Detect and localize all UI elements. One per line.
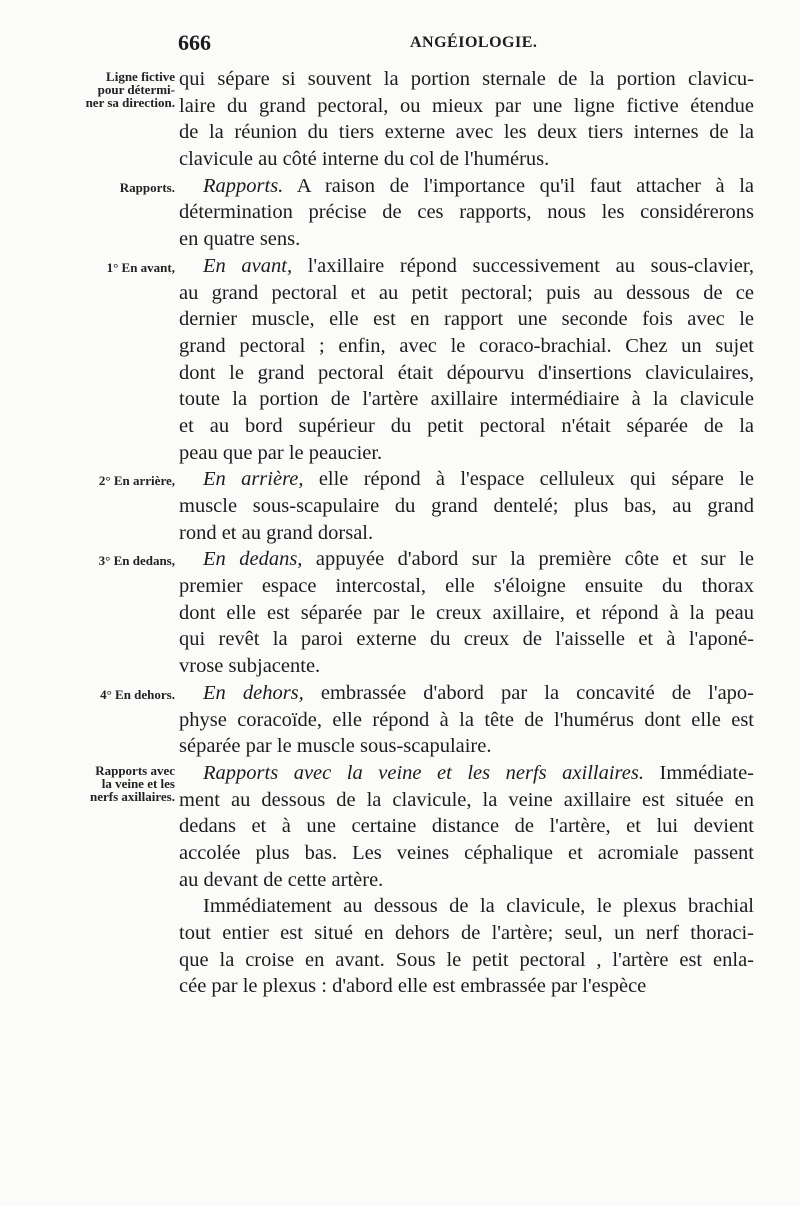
paragraph bbox=[0, 66, 800, 173]
running-title: ANGÉIOLOGIE. bbox=[410, 34, 538, 51]
text-line: séparée par le muscle sous-scapulaire. bbox=[179, 735, 492, 758]
text-line-rest: embrassée d'abord par la concavité de l'apo- bbox=[303, 681, 754, 704]
paragraph bbox=[0, 253, 800, 467]
text-line: grand pectoral ; enfin, avec le coraco-brachial. Chez un sujet bbox=[179, 334, 754, 357]
text-line: de la réunion du tiers externe avec les deux tiers internes de la bbox=[179, 121, 754, 144]
paragraph-lead: Rapports. bbox=[203, 174, 284, 197]
text-line: muscle sous-scapulaire du grand dentelé; plus bas, au grand bbox=[179, 495, 754, 517]
paragraph bbox=[0, 466, 800, 546]
text-line bbox=[179, 760, 754, 787]
text-line-rest: Immédiate- bbox=[643, 761, 754, 784]
text-line: que la croise en avant. Sous le petit pectoral , l'artère est enla- bbox=[179, 948, 754, 971]
paragraph-lead: En arrière, bbox=[203, 468, 304, 491]
margin-note-line: 1° En avant, bbox=[106, 259, 175, 275]
text-line bbox=[179, 680, 754, 707]
page-number: 666 bbox=[178, 30, 211, 55]
text-line-rest: appuyée d'abord sur la première côte et sur le bbox=[302, 548, 754, 571]
margin-note bbox=[50, 688, 175, 701]
text-line: clavicule au côté interne du col de l'humérus. bbox=[179, 148, 550, 171]
paragraph-lead: En dedans, bbox=[203, 548, 303, 571]
margin-note-line: 3° En dedans, bbox=[98, 553, 175, 569]
text-line bbox=[179, 546, 754, 573]
text-line: en quatre sens. bbox=[179, 228, 301, 251]
text-line: dont le grand pectoral était dépourvu d'insertions claviculaires, bbox=[179, 361, 754, 384]
paragraph bbox=[0, 173, 800, 253]
text-line: et au bord supérieur du petit pectoral n'était séparée de la bbox=[179, 414, 754, 437]
text-line: dernier muscle, elle est en rapport une seconde fois avec le bbox=[179, 308, 754, 331]
margin-note bbox=[50, 474, 175, 487]
text-line: laire du grand pectoral, ou mieux par une ligne fictive étendue bbox=[179, 94, 754, 117]
text-line: vrose subjacente. bbox=[179, 655, 321, 678]
paragraph-lead: Rapports avec la veine et les nerfs axillaires. bbox=[203, 761, 644, 784]
paragraph bbox=[0, 893, 800, 1000]
margin-note bbox=[50, 261, 175, 274]
text-line: peau que par le peaucier. bbox=[179, 441, 383, 464]
margin-note-line: nerfs axillaires. bbox=[90, 788, 175, 804]
margin-note-line: pour détermi- bbox=[97, 82, 175, 97]
paragraph bbox=[0, 760, 800, 893]
text-line: physe coracoïde, elle répond à la tête de l'humérus dont elle est bbox=[179, 708, 754, 731]
text-line: accolée plus bas. Les veines céphalique et acromiale passent bbox=[179, 841, 754, 864]
margin-note-line: Ligne fictive bbox=[106, 69, 175, 84]
text-line: qui revêt la paroi externe du creux de l'aisselle et à l'aponé- bbox=[179, 628, 754, 651]
margin-note-line: 4° En dehors. bbox=[100, 686, 175, 702]
text-line: premier espace intercostal, elle s'éloigne ensuite du thorax bbox=[179, 575, 754, 598]
text-line: dedans et à une certaine distance de l'artère, et lui devient bbox=[179, 815, 754, 838]
text-line: toute la portion de l'artère axillaire intermédiaire à la clavicule bbox=[179, 388, 754, 411]
margin-note-line: Rapports. bbox=[119, 179, 175, 195]
text-line: dont elle est séparée par le creux axillaire, et répond à la peau bbox=[179, 601, 754, 624]
text-line-rest: elle répond à l'espace celluleux qui sépare le bbox=[303, 468, 754, 491]
margin-note-line: 2° En arrière, bbox=[98, 473, 175, 489]
text-line-rest: l'axillaire répond successivement au sous-clavier, bbox=[292, 254, 754, 277]
text-line: cée par le plexus : d'abord elle est embrassée par l'espèce bbox=[179, 975, 647, 998]
paragraph-lead: En avant, bbox=[203, 254, 293, 277]
margin-note bbox=[50, 554, 175, 567]
margin-note bbox=[50, 764, 175, 803]
margin-note-line: la veine et les bbox=[101, 775, 175, 791]
page-header bbox=[0, 30, 800, 56]
margin-note bbox=[50, 181, 175, 194]
text-line: rond et au grand dorsal. bbox=[179, 521, 374, 544]
text-line: au grand pectoral et au petit pectoral; puis au dessous de ce bbox=[179, 281, 754, 304]
text-line: Immédiatement au dessous de la clavicule, le plexus brachial bbox=[203, 895, 754, 918]
text-line bbox=[179, 173, 754, 200]
margin-note-line: Rapports avec bbox=[95, 762, 175, 778]
margin-note bbox=[50, 70, 175, 109]
text-line bbox=[179, 253, 754, 280]
text-line: qui sépare si souvent la portion sternale de la portion clavicu- bbox=[179, 68, 754, 90]
paragraph bbox=[0, 680, 800, 760]
text-line: tout entier est situé en dehors de l'artère; seul, un nerf thoraci- bbox=[179, 922, 754, 944]
page-body bbox=[0, 66, 800, 1000]
margin-note-line: ner sa direction. bbox=[85, 95, 175, 110]
text-line-rest: A raison de l'importance qu'il faut attacher à la bbox=[283, 174, 754, 197]
text-line: détermination précise de ces rapports, nous les considérerons bbox=[179, 201, 754, 224]
paragraph bbox=[0, 546, 800, 679]
text-line: ment au dessous de la clavicule, la veine axillaire est située en bbox=[179, 788, 754, 811]
text-line bbox=[179, 466, 754, 493]
paragraph-lead: En dehors, bbox=[203, 681, 304, 704]
text-line: au devant de cette artère. bbox=[179, 868, 384, 891]
